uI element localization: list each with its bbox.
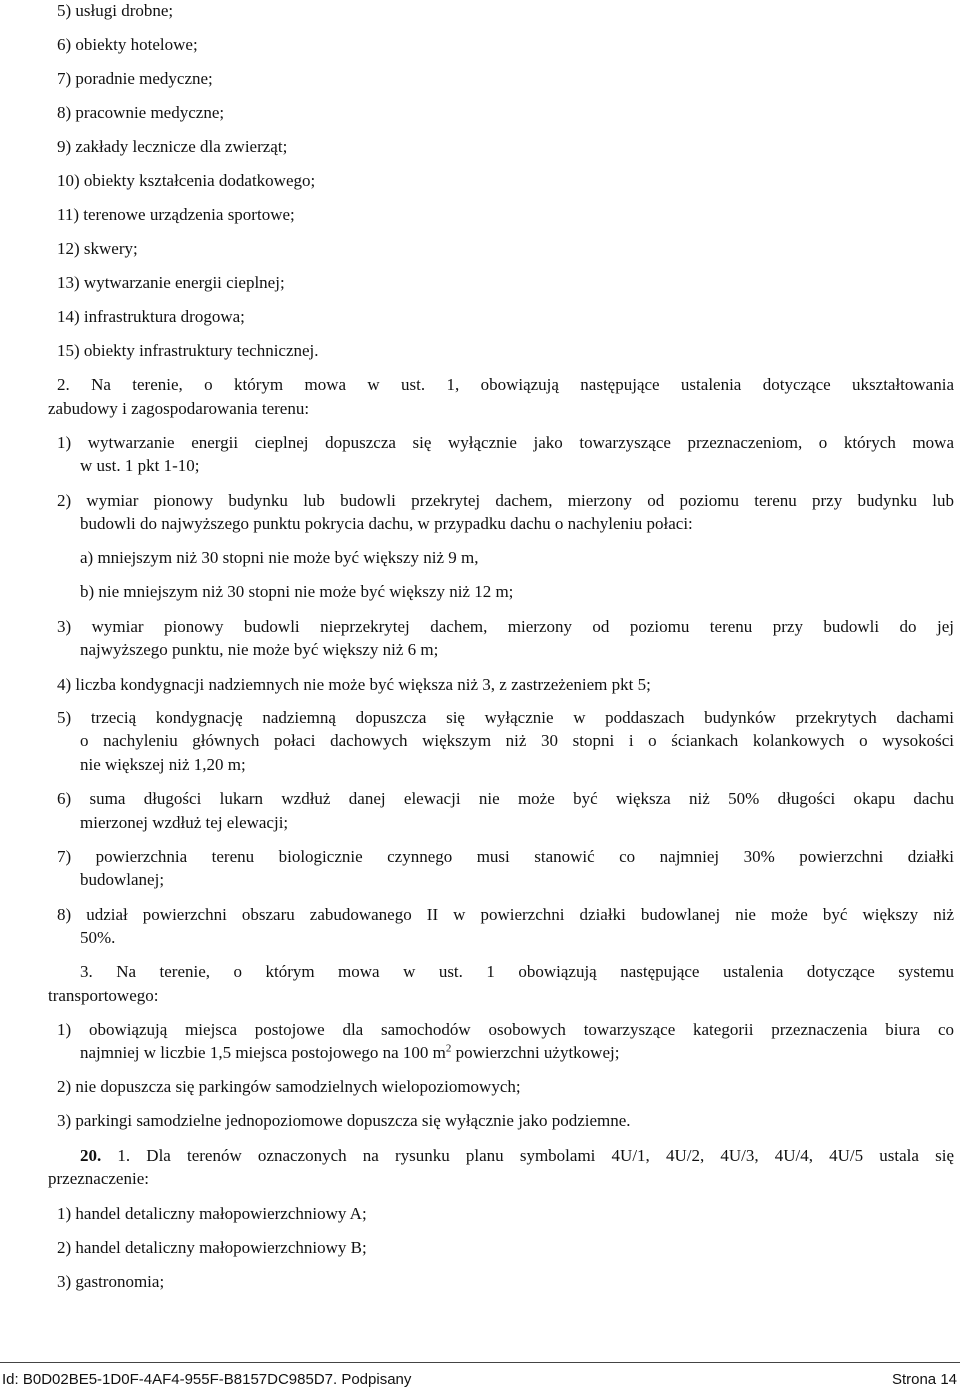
list-item: 8) pracownie medyczne; — [57, 103, 225, 122]
list-item: 11) terenowe urządzenia sportowe; — [57, 205, 295, 224]
list-item: 7) poradnie medyczne; — [57, 69, 213, 88]
item-5-line: nie większej niż 1,20 m; — [80, 755, 246, 774]
list-item: 14) infrastruktura drogowa; — [57, 307, 245, 326]
transport-item-3: 3) parkingi samodzielne jednopoziomowe dopuszcza się wyłącznie jako podziemne. — [57, 1111, 631, 1130]
item-2a: a) mniejszym niż 30 stopni nie może być większy niż 9 m, — [80, 548, 479, 567]
list-item: 15) obiekty infrastruktury technicznej. — [57, 341, 319, 360]
paragraph-3-line: transportowego: — [48, 986, 159, 1005]
transport-item-2: 2) nie dopuszcza się parkingów samodzielnych wielopoziomowych; — [57, 1077, 521, 1096]
list-item: 10) obiekty kształcenia dodatkowego; — [57, 171, 316, 190]
item-1-line: 1) wytwarzanie energii cieplnej dopuszcza się wyłącznie jako towarzyszące przeznaczeniom, o których mowa — [57, 433, 954, 452]
item-4-line: 4) liczba kondygnacji nadziemnych nie może być większa niż 3, z zastrzeżeniem pkt 5; — [57, 675, 651, 694]
item-3-line: 3) wymiar pionowy budowli nieprzekrytej dachem, mierzony od poziomu terenu przy budowli do jej — [57, 617, 954, 636]
list-item: 5) usługi drobne; — [57, 1, 174, 20]
paragraph-3-line: 3. Na terenie, o którym mowa w ust. 1 obowiązują następujące ustalenia dotyczące systemu — [80, 962, 954, 981]
paragraph-2-line: 2. Na terenie, o którym mowa w ust. 1, obowiązują następujące ustalenia dotyczące ukształtowania — [57, 375, 954, 394]
list-item: 12) skwery; — [57, 239, 138, 258]
list-item: 13) wytwarzanie energii cieplnej; — [57, 273, 285, 292]
page-footer — [0, 1362, 960, 1392]
item-3-line: najwyższego punktu, nie może być większy niż 6 m; — [80, 640, 439, 659]
section-number: 20. — [80, 1146, 102, 1165]
transport-item-1-line — [80, 1042, 954, 1064]
item-7-line: 7) powierzchnia terenu biologicznie czynnego musi stanowić co najmniej 30% powierzchni działki — [57, 847, 954, 866]
item-7-line: budowlanej; — [80, 870, 165, 889]
text-span: 1. Dla terenów oznaczonych na rysunku planu symbolami 4U/1, 4U/2, 4U/3, 4U/4, 4U/5 ustala się — [101, 1146, 954, 1165]
document-id: Id: B0D02BE5-1D0F-4AF4-955F-B8157DC985D7. Podpisany — [2, 1371, 412, 1388]
text-span: powierzchni użytkowej; — [451, 1043, 620, 1062]
item-5-line: 5) trzecią kondygnację nadziemną dopuszcza się wyłącznie w poddaszach budynków przekrytych dachami — [57, 708, 954, 727]
item-8-line: 50%. — [80, 928, 116, 947]
section-20-line — [80, 1145, 954, 1167]
paragraph-2-line: zabudowy i zagospodarowania terenu: — [48, 399, 310, 418]
item-6-line: mierzonej wzdłuż tej elewacji; — [80, 813, 289, 832]
text-span: najmniej w liczbie 1,5 miejsca postojowego na 100 m — [80, 1043, 446, 1062]
list-item: 1) handel detaliczny małopowierzchniowy A; — [57, 1204, 367, 1223]
list-item: 3) gastronomia; — [57, 1272, 165, 1291]
item-2-line: budowli do najwyższego punktu pokrycia dachu, w przypadku dachu o nachyleniu połaci: — [80, 514, 693, 533]
item-2b: b) nie mniejszym niż 30 stopni nie może być większy niż 12 m; — [80, 582, 514, 601]
superscript: 2 — [445, 1042, 452, 1055]
page-number: Strona 14 — [891, 1371, 957, 1388]
item-6-line: 6) suma długości lukarn wzdłuż danej elewacji nie może być większa niż 50% długości okapu dachu — [57, 789, 954, 808]
list-item: 2) handel detaliczny małopowierzchniowy B; — [57, 1238, 367, 1257]
item-1-line: w ust. 1 pkt 1-10; — [80, 456, 200, 475]
section-20-line: przeznaczenie: — [48, 1169, 149, 1188]
list-item: 6) obiekty hotelowe; — [57, 35, 198, 54]
list-item: 9) zakłady lecznicze dla zwierząt; — [57, 137, 288, 156]
item-8-line: 8) udział powierzchni obszaru zabudowanego II w powierzchni działki budowlanej nie może być większy niż — [57, 905, 954, 924]
item-5-line: o nachyleniu głównych połaci dachowych większym niż 30 stopni i o ściankach kolankowych o wysokości — [80, 731, 954, 750]
item-2-line: 2) wymiar pionowy budynku lub budowli przekrytej dachem, mierzony od poziomu terenu przy budynku lub — [57, 491, 954, 510]
transport-item-1-line: 1) obowiązują miejsca postojowe dla samochodów osobowych towarzyszące kategorii przeznaczenia biura co — [57, 1020, 954, 1039]
